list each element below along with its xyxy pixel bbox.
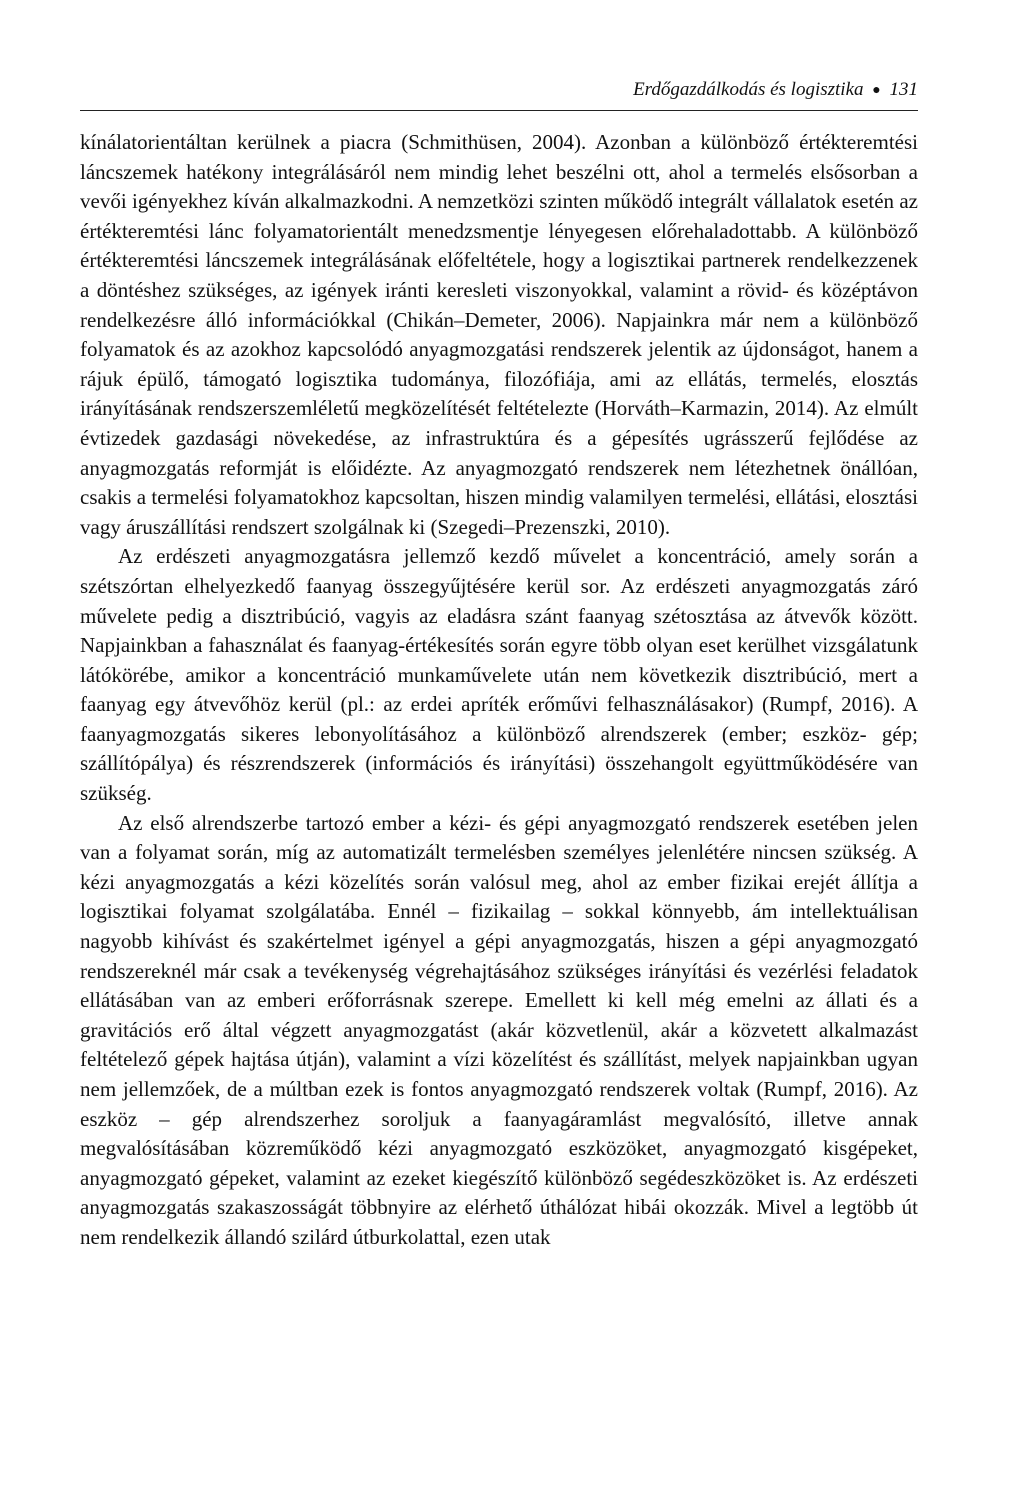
page-number: 131 <box>889 79 918 100</box>
paragraph-1: kínálatorientáltan kerülnek a piacra (Schmithüsen, 2004). Azonban a különböző értékteremtési láncszemek hatékony integrálásáról nem mindig lehet beszélni ott, ahol a termelés elsősorban a vevői igényekhez kíván alkalmazkodni. A nemzetközi szinten működő integrált vállalatok esetén az értékteremtési lánc folyamatorientált menedzsmentje lényegesen előrehaladottabb. A különböző értékteremtési láncszemek integrálásának előfeltétele, hogy a logisztikai partnerek rendelkezzenek a döntéshez szükséges, az igények iránti keresleti viszonyokkal, valamint a rövid- és középtávon rendelkezésre álló információkkal (Chikán–Demeter, 2006). Napjainkra már nem a különböző folyamatok és az azokhoz kapcsolódó anyagmozgatási rendszerek jelentik az újdonságot, hanem a rájuk épülő, támogató logisztika tudománya, filozófiája, ami az ellátás, termelés, elosztás irányításának rendszerszemléletű megközelítését feltételezte (Horváth–Karmazin, 2014). Az elmúlt évtizedek gazdasági növekedése, az infrastruktúra és a gépesítés ugrásszerű fejlődése az anyagmozgatás reformját is előidézte. Az anyagmozgató rendszerek nem létezhetnek önállóan, csakis a termelési folyamatokhoz kapcsoltan, hiszen mindig valamilyen termelési, ellátási, elosztási vagy áruszállítási rendszert szolgálnak ki (Szegedi–Prezenszki, 2010). <box>80 130 918 539</box>
paragraph-2: Az erdészeti anyagmozgatásra jellemző kezdő művelet a koncentráció, amely során a szétszórtan elhelyezkedő faanyag összegyűjtésére kerül sor. Az erdészeti anyagmozgatás záró művelete pedig a disztribúció, vagyis az eladásra szánt faanyag szétosztása az átvevők között. Napjainkban a fahasználat és faanyag-értékesítés során egyre több olyan eset kerülhet vizsgálatunk látókörébe, amikor a koncentráció munkaművelete után nem következik disztribúció, mert a faanyag egy átvevőhöz kerül (pl.: az erdei apríték erőművi felhasználásakor) (Rumpf, 2016). A faanyagmozgatás sikeres lebonyolításához a különböző alrendszerek (ember; eszköz- gép; szállítópálya) és részrendszerek (információs és irányítási) összehangolt együttműködésére van szükség. <box>80 544 918 806</box>
paragraph-3: Az első alrendszerbe tartozó ember a kézi- és gépi anyagmozgató rendszerek esetében jelen van a folyamat során, míg az automatizált termelésben személyes jelenlétére nincsen szükség. A kézi anyagmozgatás a kézi közelítés során valósul meg, ahol az ember fizikai erejét állítja a logisztikai folyamat szolgálatába. Ennél – fizikailag – sokkal könnyebb, ám intellektuálisan nagyobb kihívást és szakértelmet igényel a gépi anyagmozgatás, hiszen a gépi anyagmozgató rendszereknél már csak a tevékenység végrehajtásához szükséges irányítási és vezérlési feladatok ellátásában van az emberi erőforrásnak szerepe. Emellett ki kell még emelni az állati és a gravitációs erő által végzett anyagmozgatást (akár közvetlenül, akár a közvetett alkalmazást feltételező gépek hajtása útján), valamint a vízi közelítést és szállítást, melyek napjainkban ugyan nem jellemzőek, de a múltban ezek is fontos anyagmozgató rendszerek voltak (Rumpf, 2016). Az eszköz – gép alrendszerhez soroljuk a faanyagáramlást megvalósító, illetve annak megvalósításában közreműködő kézi anyagmozgató eszközöket, anyagmozgató kisgépeket, anyagmozgató gépeket, valamint az ezeket kiegészítő különböző segédeszközöket is. Az erdészeti anyagmozgatás szakaszosságát többnyire az elérhető úthálózat hibái okozzák. Mivel a legtöbb út nem rendelkezik állandó szilárd útburkolattal, ezen utak <box>80 810 918 1249</box>
journal-title: Erdőgazdálkodás és logisztika <box>633 79 864 100</box>
bullet-separator: ● <box>872 83 881 98</box>
body-text <box>80 128 918 1253</box>
running-header <box>80 78 918 111</box>
